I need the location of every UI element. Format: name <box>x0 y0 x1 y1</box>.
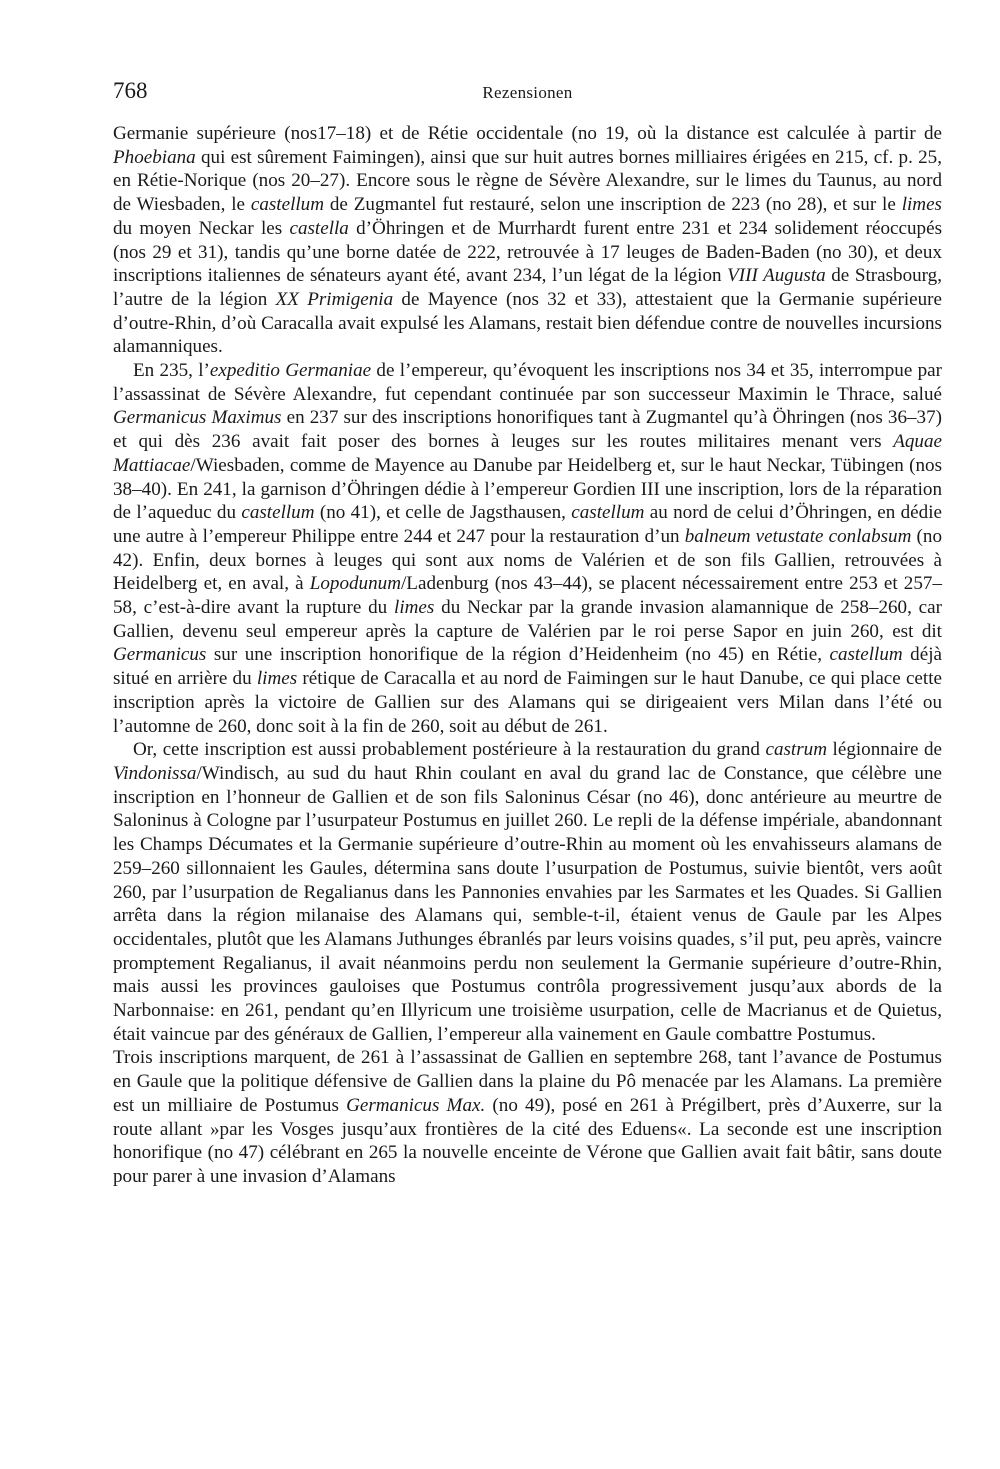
italic-text: Lopodunum <box>309 573 401 595</box>
body-text <box>113 122 942 1189</box>
page-header <box>113 78 942 108</box>
italic-text: limes <box>394 597 435 619</box>
italic-text: Germanicus <box>113 644 207 666</box>
text-run: de Zugmantel fut restauré, selon une inscription de 223 (no 28), et sur le <box>324 194 902 216</box>
italic-text: limes <box>256 668 298 690</box>
italic-text: castellum <box>250 194 325 216</box>
text-run: (no 49), posé en 261 à Prégilbert, près d’Auxerre, sur la route allant »par les Vosges jusqu’aux frontières de la cité des Eduens«. La seconde est une inscription honorifique (no 47) célébrant en 265 la nouvelle enceinte de Vérone que Gallien avait fait bâtir, sans doute pour parer à une invasion d’Alamans <box>113 1094 943 1187</box>
italic-text: Vindonissa <box>113 762 197 784</box>
paragraph <box>113 122 942 359</box>
text-run: (no 42). Enfin, deux bornes à leuges qui sont aux noms de Valérien et de son fils Gallien, retrouvées à Heidelberg et, en aval, à <box>113 525 943 595</box>
text-run: d’Öhringen et de Murrhardt furent entre 231 et 234 solidement réoccupés (nos 29 et 31), tandis qu’une borne datée de 222, retrouvée à 17 leuges de Baden-Baden (no 30), et deux inscriptions italiennes de sénateurs ayant été, avant 234, l’un légat de la légion <box>113 217 943 287</box>
text-run: au nord de celui d’Öhringen, en dédie une autre à l’empereur Philippe entre 244 et 247 pour la restauration d’un <box>113 502 942 547</box>
text-run: sur une inscription honorifique de la région d’Heidenheim (no 45) en Rétie, <box>206 644 830 666</box>
text-run: /Ladenburg (nos 43–44), se placent nécessairement entre 253 et 257–58, c’est-à-dire avant la rupture du <box>113 573 942 619</box>
text-run: en 237 sur des inscriptions honorifiques tant à Zugmantel qu’à Öhringen (nos 36–37) et qui dès 236 avait fait poser des bornes à leuges sur les routes militaires menant vers <box>113 407 942 453</box>
text-run: rétique de Caracalla et au nord de Faimingen sur le haut Danube, ce qui place cette inscription après la victoire de Gallien sur des Alamans qui se dirigeaient vers Milan dans l’été ou l’automne de 260, donc soit à la fin de 260, soit au début de 261. <box>113 668 942 737</box>
text-run: (no 41), et celle de Jagsthausen, <box>314 502 572 524</box>
italic-text: Phoebiana <box>113 146 196 168</box>
paragraph <box>113 359 942 738</box>
italic-text: castella <box>289 217 349 239</box>
running-head: Rezensionen <box>482 83 573 102</box>
italic-text: VIII Augusta <box>727 265 826 287</box>
italic-text: balneum vetustate conlabsum <box>684 525 912 547</box>
text-run: qui est sûrement Faimingen), ainsi que sur huit autres bornes milliaires érigées en 215, cf. p. 25, en Rétie-Norique (nos 20–27). Encore sous le règne de Sévère Alexandre, sur le limes du Taunus, au nord de Wiesbaden, le <box>113 146 942 216</box>
italic-text: castellum <box>829 644 903 666</box>
page-number: 768 <box>113 78 148 103</box>
text-run: légionnaire de <box>827 739 942 761</box>
text-run: du Neckar par la grande invasion alamannique de 258–260, car Gallien, devenu seul empereur après la capture de Valérien par le roi perse Sapor en juin 260, est dit <box>113 597 942 642</box>
italic-text: Aquae Mattiacae <box>113 431 942 476</box>
paragraph <box>113 738 942 1046</box>
italic-text: castellum <box>241 502 315 524</box>
paragraph <box>113 1046 942 1188</box>
italic-text: expeditio Germaniae <box>209 360 372 382</box>
italic-text: Germanicus Max. <box>346 1094 486 1116</box>
text-run: du moyen Neckar les <box>113 217 290 239</box>
text-run: de Strasbourg, l’autre de la légion <box>113 265 942 310</box>
text-run: de Mayence (nos 32 et 33), attestaient que la Germanie supérieure d’outre-Rhin, d’où Caracalla avait expulsé les Alamans, restait bien défendue contre de nouvelles incursions alamanniques. <box>113 288 942 358</box>
text-run: Trois inscriptions marquent, de 261 à l’assassinat de Gallien en septembre 268, tant l’avance de Postumus en Gaule que la politique défensive de Gallien dans la plaine du Pô menacée par les Alamans. La première est un milliaire de Postumus <box>113 1047 942 1116</box>
italic-text: limes <box>901 194 942 216</box>
text-run: Germanie supérieure (nos17–18) et de Rétie occidentale (no 19, où la distance est calculée à partir de <box>113 123 942 144</box>
text-run: En 235, l’ <box>133 360 210 382</box>
italic-text: castellum <box>571 502 645 524</box>
text-run: /Wiesbaden, comme de Mayence au Danube par Heidelberg et, sur le haut Neckar, Tübingen (nos 38–40). En 241, la garnison d’Öhringen dédie à l’empereur Gordien III une inscription, lors de la réparation de l’aqueduc du <box>113 454 942 524</box>
text-run: /Windisch, au sud du haut Rhin coulant en aval du grand lac de Constance, que célèbre une inscription en l’honneur de Gallien et de son fils Saloninus César (no 46), donc antérieure au meurtre de Saloninus à Cologne par l’usurpateur Postumus en juillet 260. Le repli de la défense impériale, abandonnant les Champs Décumates et la Germanie supérieure d’outre-Rhin au moment où les envahisseurs alamans de 259–260 sillonnaient les Gaules, détermina sans doute l’usurpation de Postumus, suivie bientôt, vers août 260, par l’usurpation de Regalianus dans les Pannonies envahies par les Sarmates et les Quades. Si Gallien arrêta dans la région milanaise des Alamans qui, semble-t-il, étaient venus de Gaule par les Alpes occidentales, plutôt que les Alamans Juthunges ébranlés par leurs voisins quades, s’il put, peu après, vaincre promptement Regalianus, il avait néanmoins perdu non seulement la Germanie supérieure d’outre-Rhin, mais aussi les provinces gauloises que Postumus contrôla progressivement jusqu’aux abords de la Narbonnaise: en 261, pendant qu’en Illyricum une troisième usurpation, celle de Macrianus et de Quietus, était vaincue par des généraux de Gallien, l’empereur alla vainement en Gaule combattre Postumus. <box>113 762 942 1045</box>
italic-text: Germanicus Maximus <box>113 407 282 429</box>
italic-text: castrum <box>765 739 828 761</box>
text-run: Or, cette inscription est aussi probablement postérieure à la restauration du grand <box>133 739 766 761</box>
text-run: déjà situé en arrière du <box>113 644 942 690</box>
text-run: de l’empereur, qu’évoquent les inscriptions nos 34 et 35, interrompue par l’assassinat de Sévère Alexandre, fut cependant continuée par son successeur Maximin le Thrace, salué <box>113 360 943 405</box>
italic-text: XX Primigenia <box>275 288 394 310</box>
